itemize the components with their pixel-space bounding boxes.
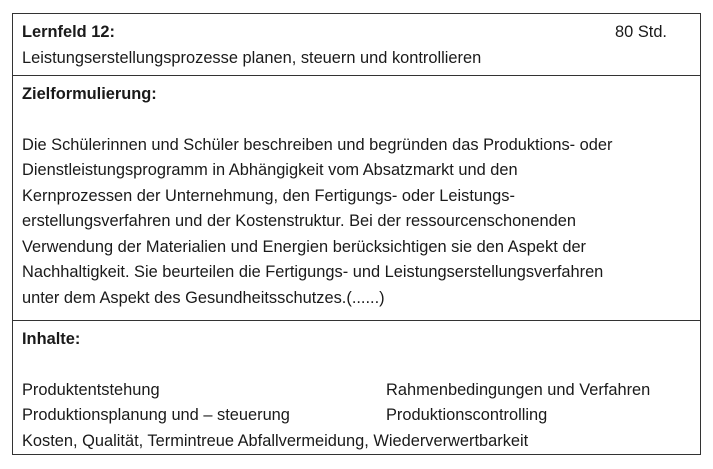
content-item: Produktionsplanung und – steuerung <box>22 406 290 424</box>
header-cell <box>13 14 700 75</box>
spacer <box>22 107 691 133</box>
goal-line: Kernprozessen der Unternehmung, den Fertigungs- oder Leistungs- <box>22 186 515 205</box>
goal-line: erstellungsverfahren und der Kostenstruktur. Bei der ressourcenschonenden <box>22 212 576 231</box>
content-heading: Inhalte: <box>22 329 81 348</box>
goal-heading: Zielformulierung: <box>22 84 157 103</box>
content-cell <box>13 320 700 455</box>
content-last-line: Kosten, Qualität, Termintreue Abfallvermeidung, Wiederverwertbarkeit <box>22 431 529 450</box>
goal-line: Dienstleistungsprogramm in Abhängigkeit vom Absatzmarkt und den <box>22 161 518 180</box>
content-item: Produktentstehung <box>22 380 160 399</box>
curriculum-table <box>12 13 701 455</box>
content-item: Rahmenbedingungen und Verfahren <box>386 380 651 399</box>
content-item: Produktionscontrolling <box>386 406 548 424</box>
spacer <box>22 352 691 378</box>
goal-line: Die Schülerinnen und Schüler beschreiben und begründen das Produktions- oder <box>22 135 613 154</box>
header-row <box>22 20 691 46</box>
goal-text <box>22 133 691 312</box>
learning-field-subtitle: Leistungserstellungsprozesse planen, steuern und kontrollieren <box>22 48 482 67</box>
learning-field-title: Lernfeld 12: <box>22 23 115 41</box>
hours-label: 80 Std. <box>615 23 667 41</box>
goal-line: unter dem Aspekt des Gesundheitsschutzes.(......) <box>22 288 385 307</box>
goal-line: Verwendung der Materialien und Energien berücksichtigen sie den Aspekt der <box>22 237 587 256</box>
content-items <box>22 378 691 429</box>
goal-line: Nachhaltigkeit. Sie beurteilen die Fertigungs- und Leistungserstellungsverfahren <box>22 263 604 282</box>
goal-cell <box>13 75 700 320</box>
